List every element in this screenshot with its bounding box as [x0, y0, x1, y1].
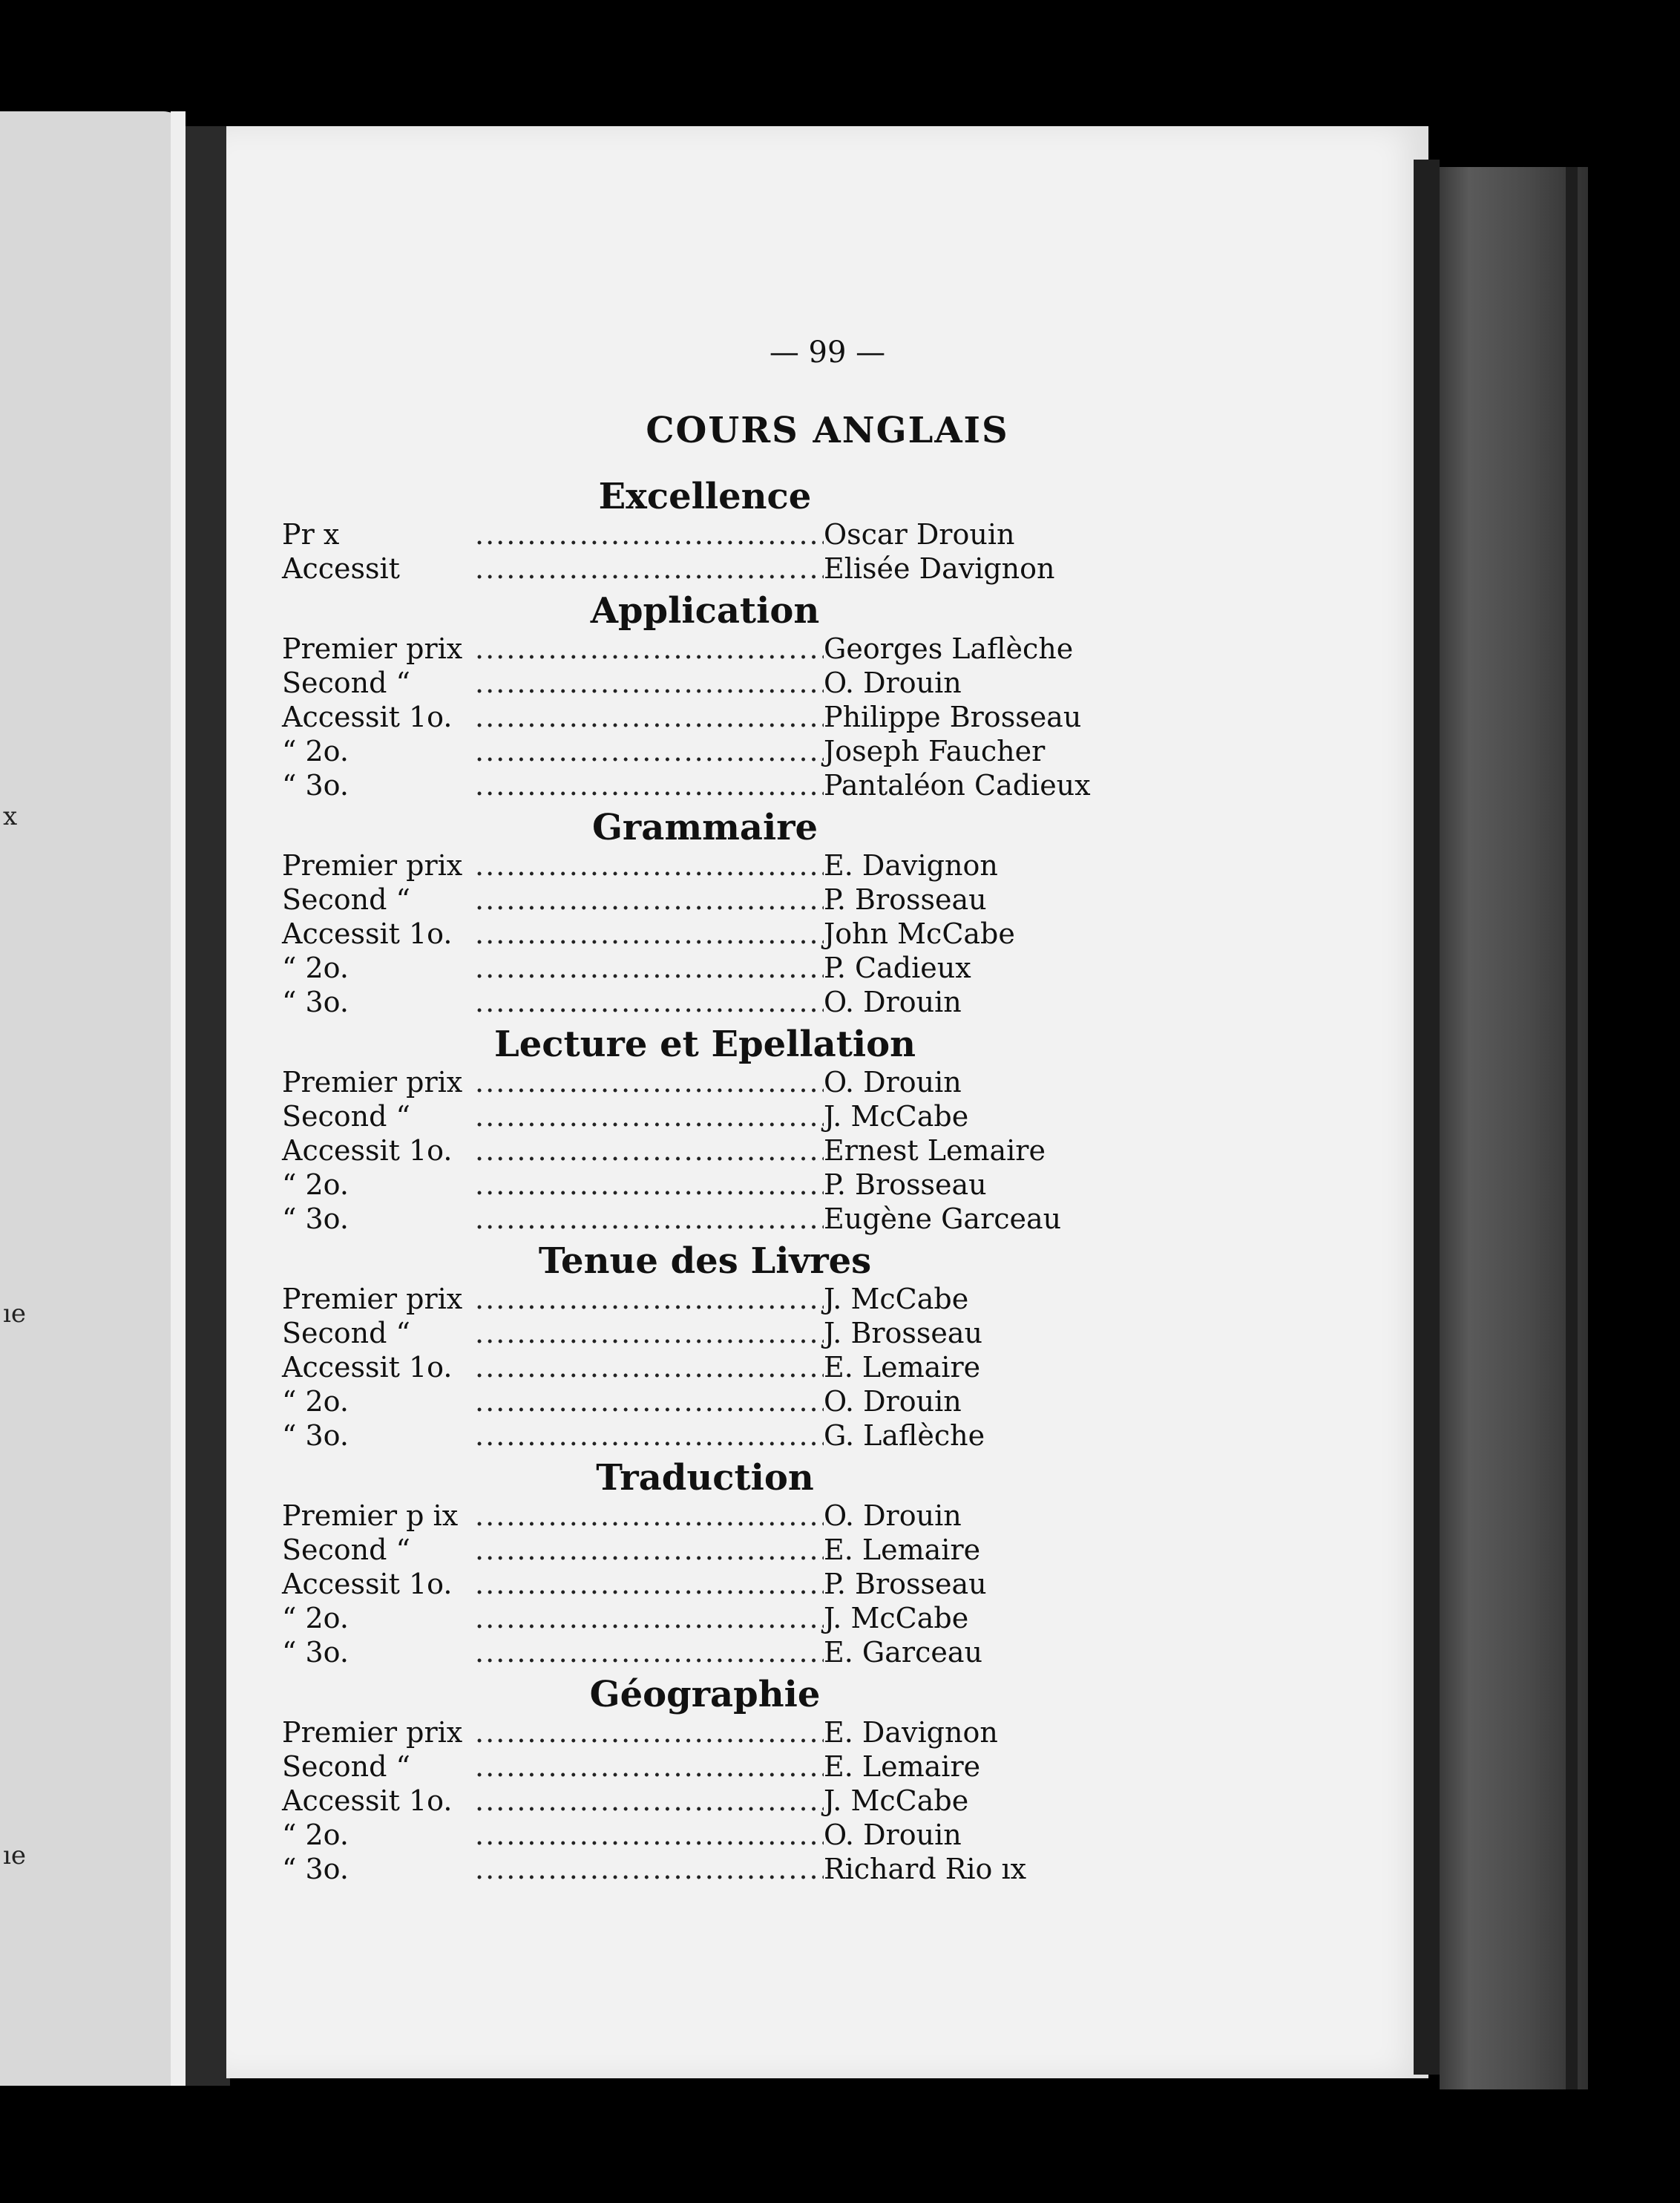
leader-dots — [475, 1852, 824, 1886]
winner-name: O. Drouin — [824, 1819, 962, 1851]
leader-dots — [475, 1715, 824, 1749]
leader-dots — [475, 1818, 824, 1852]
winner-name: G. Laflèche — [824, 1419, 985, 1452]
section-title: Tenue des Livres — [538, 1240, 872, 1282]
leader-dots — [475, 1133, 824, 1168]
leader-dots — [475, 1784, 824, 1818]
leader-dots — [475, 1567, 824, 1601]
leader-dots — [475, 734, 824, 768]
winner-name: P. Brosseau — [824, 883, 987, 916]
prize-label: “ 3o. — [282, 986, 349, 1018]
prize-label: “ 3o. — [282, 1419, 349, 1452]
prize-row — [282, 666, 1172, 700]
prize-label: Accessit 1o. — [282, 701, 453, 733]
section-title: Grammaire — [591, 807, 818, 848]
winner-name: Philippe Brosseau — [824, 701, 1082, 733]
prize-row — [282, 768, 1172, 802]
prize-label: Accessit 1o. — [282, 1568, 453, 1600]
prize-label: Premier prix — [282, 849, 463, 882]
winner-name: Elisée Davignon — [824, 552, 1055, 585]
winner-name: J. McCabe — [824, 1283, 969, 1315]
prize-label: Premier p ix — [282, 1499, 459, 1532]
left-fragment: ıe — [3, 1841, 26, 1870]
prize-label: Accessit — [282, 552, 400, 585]
winner-name: O. Drouin — [824, 1385, 962, 1418]
winner-name: J. Brosseau — [824, 1317, 983, 1349]
leader-dots — [475, 517, 824, 551]
winner-name: P. Brosseau — [824, 1168, 987, 1201]
prize-label: Second “ — [282, 1317, 410, 1349]
section-title: Application — [590, 590, 820, 632]
prize-row — [282, 1384, 1172, 1418]
prize-label: Premier prix — [282, 1716, 463, 1749]
prize-row — [282, 883, 1172, 917]
leader-dots — [475, 985, 824, 1019]
prize-label: Second “ — [282, 883, 410, 916]
prize-label: “ 2o. — [282, 735, 349, 767]
prize-row — [282, 848, 1172, 883]
winner-name: E. Davignon — [824, 849, 998, 882]
prize-row — [282, 985, 1172, 1019]
winner-name: Pantaléon Cadieux — [824, 769, 1091, 802]
prize-label: Premier prix — [282, 632, 463, 665]
leader-dots — [475, 1533, 824, 1567]
winner-name: J. McCabe — [824, 1784, 969, 1817]
winner-name: O. Drouin — [824, 1499, 962, 1532]
prize-label: “ 3o. — [282, 1202, 349, 1235]
prize-row — [282, 1316, 1172, 1350]
winner-name: Georges Laflèche — [824, 632, 1074, 665]
winner-name: E. Lemaire — [824, 1533, 981, 1566]
left-fragment: ıe — [3, 1299, 26, 1329]
left-page — [0, 111, 186, 2086]
prize-label: Premier prix — [282, 1283, 463, 1315]
leader-dots — [475, 1418, 824, 1453]
leader-dots — [475, 1635, 824, 1669]
winner-name: John McCabe — [824, 917, 1015, 950]
prize-label: Accessit 1o. — [282, 1784, 453, 1817]
section — [282, 476, 1172, 586]
section — [282, 1024, 1172, 1236]
prize-label: “ 2o. — [282, 1168, 349, 1201]
prize-row — [282, 1065, 1172, 1099]
leader-dots — [475, 1749, 824, 1784]
prize-label: Accessit 1o. — [282, 1351, 453, 1384]
prize-row — [282, 1499, 1172, 1533]
section — [282, 1674, 1172, 1886]
prize-row — [282, 1282, 1172, 1316]
winner-name: O. Drouin — [824, 667, 962, 699]
prize-label: “ 2o. — [282, 1602, 349, 1634]
winner-name: Joseph Faucher — [824, 735, 1046, 767]
prize-label: Accessit 1o. — [282, 917, 453, 950]
leader-dots — [475, 1065, 824, 1099]
prize-row — [282, 1168, 1172, 1202]
section — [282, 1457, 1172, 1669]
prize-row — [282, 1601, 1172, 1635]
prize-row — [282, 632, 1172, 666]
leader-dots — [475, 883, 824, 917]
prize-row — [282, 1852, 1172, 1886]
winner-name: O. Drouin — [824, 986, 962, 1018]
prize-row — [282, 517, 1172, 551]
leader-dots — [475, 632, 824, 666]
winner-name: E. Davignon — [824, 1716, 998, 1749]
section-title: Lecture et Epellation — [493, 1024, 916, 1065]
prize-label: “ 2o. — [282, 952, 349, 984]
leader-dots — [475, 1202, 824, 1236]
leader-dots — [475, 1099, 824, 1133]
prize-row — [282, 734, 1172, 768]
section-title: Géographie — [589, 1674, 821, 1715]
winner-name: Ernest Lemaire — [824, 1134, 1046, 1167]
winner-name: P. Brosseau — [824, 1568, 987, 1600]
prize-row — [282, 1818, 1172, 1852]
leader-dots — [475, 848, 824, 883]
leader-dots — [475, 1316, 824, 1350]
prize-label: Pr x — [282, 518, 340, 551]
prize-label: “ 3o. — [282, 1636, 349, 1669]
prize-sections — [282, 471, 1172, 1886]
leader-dots — [475, 1601, 824, 1635]
prize-row — [282, 551, 1172, 586]
book-gutter — [186, 126, 230, 2086]
page-content — [226, 126, 1428, 2078]
prize-label: “ 3o. — [282, 1853, 349, 1885]
page-edge-shadow — [1414, 160, 1440, 2075]
winner-name: E. Lemaire — [824, 1750, 981, 1783]
prize-row — [282, 1133, 1172, 1168]
leader-dots — [475, 1350, 824, 1384]
leader-dots — [475, 666, 824, 700]
prize-row — [282, 1202, 1172, 1236]
winner-name: O. Drouin — [824, 1066, 962, 1099]
prize-label: Second “ — [282, 667, 410, 699]
winner-name: Richard Rio ıx — [824, 1853, 1027, 1885]
page-number: — 99 — — [769, 335, 886, 370]
prize-label: “ 3o. — [282, 769, 349, 802]
prize-row — [282, 1784, 1172, 1818]
prize-row — [282, 1715, 1172, 1749]
book-block-edge — [1440, 167, 1588, 2089]
leader-dots — [475, 1499, 824, 1533]
winner-name: J. McCabe — [824, 1602, 969, 1634]
winner-name: J. McCabe — [824, 1100, 969, 1133]
winner-name: E. Garceau — [824, 1636, 982, 1669]
section — [282, 807, 1172, 1019]
page-title: COURS ANGLAIS — [646, 410, 1009, 451]
leader-dots — [475, 917, 824, 951]
section-title: Excellence — [598, 476, 812, 517]
book-block-stripe — [1566, 167, 1578, 2089]
prize-row — [282, 917, 1172, 951]
prize-row — [282, 1418, 1172, 1453]
prize-label: Premier prix — [282, 1066, 463, 1099]
prize-label: Second “ — [282, 1100, 410, 1133]
section — [282, 590, 1172, 802]
left-fragment: x — [3, 802, 18, 831]
prize-row — [282, 1350, 1172, 1384]
leader-dots — [475, 951, 824, 985]
left-page-edge — [171, 111, 186, 2086]
leader-dots — [475, 768, 824, 802]
section — [282, 1240, 1172, 1453]
prize-row — [282, 951, 1172, 985]
prize-row — [282, 1749, 1172, 1784]
prize-label: “ 2o. — [282, 1819, 349, 1851]
leader-dots — [475, 1168, 824, 1202]
leader-dots — [475, 1384, 824, 1418]
prize-row — [282, 1533, 1172, 1567]
leader-dots — [475, 700, 824, 734]
prize-label: “ 2o. — [282, 1385, 349, 1418]
prize-row — [282, 1635, 1172, 1669]
winner-name: E. Lemaire — [824, 1351, 981, 1384]
winner-name: Eugène Garceau — [824, 1202, 1062, 1235]
book-page — [226, 126, 1428, 2078]
prize-row — [282, 700, 1172, 734]
prize-label: Second “ — [282, 1750, 410, 1783]
winner-name: P. Cadieux — [824, 952, 971, 984]
prize-row — [282, 1567, 1172, 1601]
winner-name: Oscar Drouin — [824, 518, 1015, 551]
section-title: Traduction — [596, 1457, 814, 1499]
prize-label: Second “ — [282, 1533, 410, 1566]
leader-dots — [475, 551, 824, 586]
left-page-fragments — [3, 111, 33, 2086]
prize-row — [282, 1099, 1172, 1133]
leader-dots — [475, 1282, 824, 1316]
prize-label: Accessit 1o. — [282, 1134, 453, 1167]
